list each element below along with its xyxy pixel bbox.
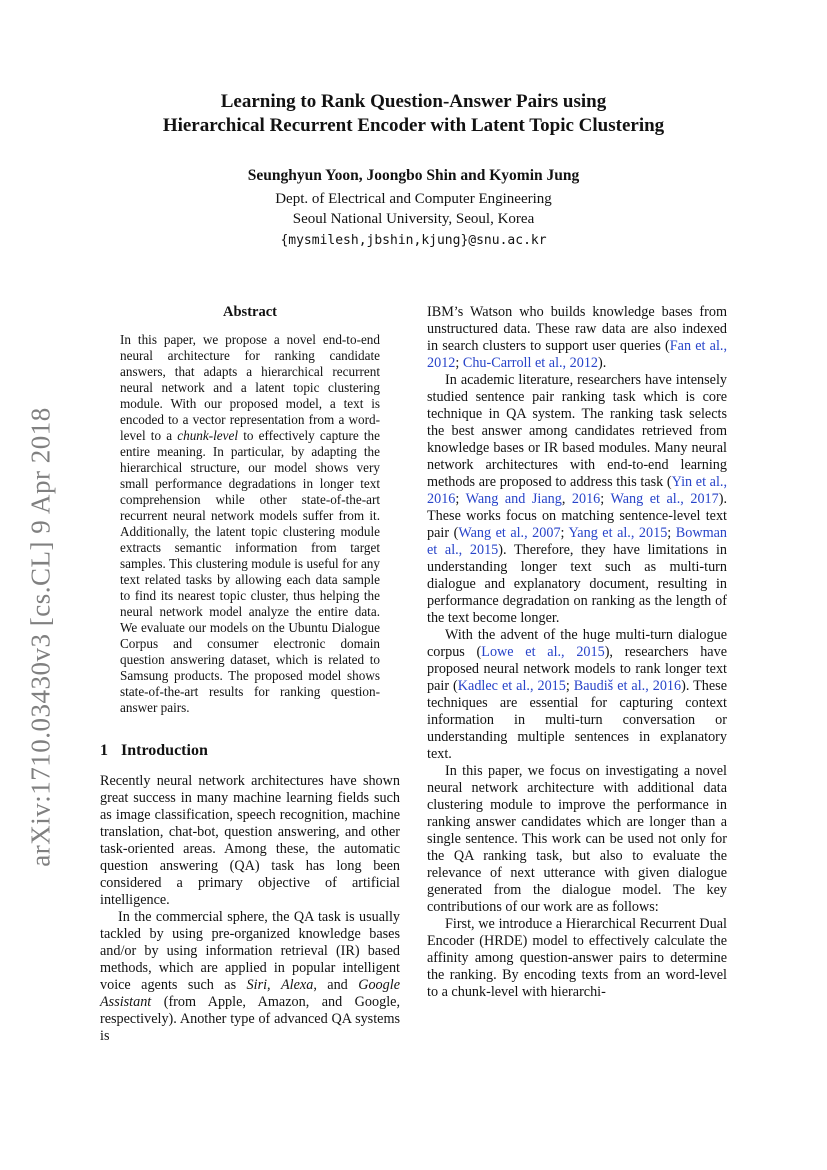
text-run: In the commercial sphere, the QA task is usually tackled by using pre-organized knowledge bases and/or by using information retrieval (IR) based methods, which are applied in popular intelligent voice agents such as	[100, 909, 400, 993]
citation-link[interactable]: Wang et al., 2007	[458, 525, 561, 541]
text-run: First, we introduce a Hierarchical Recurrent Dual Encoder (HRDE) model to effectively calculate the affinity among question-answer pairs to determine the ranking. By encoding texts from an word-level to a chunk-level with hierarchi-	[427, 916, 727, 1000]
section-heading-introduction	[100, 742, 400, 759]
paragraph	[427, 763, 727, 916]
text-run: Recently neural network architectures have shown great success in many machine learning fields such as image classification, speech recognition, machine translation, chat-bot, question answering, and other task-oriented areas. Among these, the automatic question answering (QA) task has long been considered a primary objective of artificial intelligence.	[100, 773, 400, 908]
text-run: ). These techniques are essential for capturing context information in multi-turn conversation or understanding multiple sentences in explanatory text.	[427, 678, 728, 762]
text-run: ;	[667, 525, 676, 541]
citation-link[interactable]: Kadlec et al., 2015	[457, 678, 566, 694]
abstract-heading: Abstract	[223, 304, 277, 320]
italic-text: chunk-level	[177, 428, 239, 443]
two-column-body	[0, 304, 827, 1045]
text-run: ).	[598, 355, 607, 371]
abstract-text	[100, 332, 400, 716]
citation-link[interactable]: Chu-Carroll et al., 2012	[462, 355, 599, 371]
text-run: ,	[561, 491, 572, 507]
text-run: ;	[455, 355, 463, 371]
citation-link[interactable]: Wang and Jiang	[465, 491, 562, 507]
paper-title-line-2: Hierarchical Recurrent Encoder with Latent Topic Clustering	[162, 114, 665, 136]
text-run: ;	[560, 525, 569, 541]
text-run: ,	[267, 977, 282, 993]
text-run: In this paper, we propose a novel end-to-end neural architecture for ranking candidate answers, that adapts a hierarchical recurrent neural network and a latent topic clustering module. With our proposed model, a text is encoded to a vector representation from a word-level to a	[120, 332, 380, 443]
citation-link[interactable]: Fan et al., 2012	[427, 338, 727, 371]
email-line: {mysmilesh,jbshin,kjung}@snu.ac.kr	[280, 233, 547, 248]
citation-link[interactable]: Lowe et al., 2015	[481, 644, 605, 660]
paragraph	[427, 916, 727, 1001]
paragraph	[427, 627, 727, 763]
italic-text: Alexa	[281, 977, 314, 993]
text-run: ;	[565, 678, 574, 694]
text-run: With the advent of the huge multi-turn dialogue corpus (	[427, 627, 727, 660]
arxiv-stamp: arXiv:1710.03430v3 [cs.CL] 9 Apr 2018	[25, 407, 56, 867]
text-run: , and	[313, 977, 359, 993]
affiliation-line-1: Dept. of Electrical and Computer Engineering	[275, 191, 552, 207]
paragraph	[100, 773, 400, 909]
author-line: Seunghyun Yoon, Joongbo Shin and Kyomin Jung	[247, 167, 580, 184]
paragraph	[427, 304, 727, 372]
section-number: 1	[100, 742, 108, 759]
text-run: ). These works focus on matching sentence-level text pair (	[427, 491, 728, 541]
affiliation-block	[0, 190, 827, 229]
citation-link[interactable]: Bowman et al., 2015	[427, 525, 727, 558]
paper-header	[0, 0, 827, 248]
text-run: (from Apple, Amazon, and Google, respectively). Another type of advanced QA systems is	[100, 994, 400, 1044]
text-run: In academic literature, researchers have intensely studied sentence pair ranking task which is core technique in QA system. The ranking task selects the best answer among candidates retrieved from knowledge bases or IR based modules. Many neural network architectures with end-to-end learning methods are proposed to address this task (	[427, 372, 727, 490]
text-run: ). Therefore, they have limitations in understanding longer text such as multi-turn dialogue and explanatory document, resulting in performance degradation on ranking as the length of the text become longer.	[427, 542, 728, 626]
citation-link[interactable]: Wang et al., 2017	[610, 491, 719, 507]
text-run: ), researchers have proposed neural network models to rank longer text pair (	[427, 644, 727, 694]
citation-link[interactable]: 2016	[571, 491, 601, 507]
citation-link[interactable]: Baudiš et al., 2016	[573, 678, 682, 694]
text-run: IBM’s Watson who builds knowledge bases from unstructured data. These raw data are also indexed in search clusters to support user queries (	[427, 304, 727, 354]
citation-link[interactable]: Yang et al., 2015	[568, 525, 668, 541]
section-title: Introduction	[121, 742, 208, 759]
affiliation-line-2: Seoul National University, Seoul, Korea	[292, 210, 535, 227]
italic-text: Google Assistant	[100, 977, 400, 1010]
left-column	[100, 304, 400, 1045]
text-run: to effectively capture the entire meaning. In particular, by adapting the hierarchical structure, our model shows very small performance degradations in longer text comprehension while other state-of-the-art recurrent neural network models suffer from it. Additionally, the latent topic clustering module extracts semantic information from target samples. This clustering module is useful for any text related tasks by allowing each data sample to find its nearest topic cluster, thus helping the neural network model analyze the entire data. We evaluate our models on the Ubuntu Dialogue Corpus and consumer electronic domain question answering dataset, which is related to Samsung products. The proposed model shows state-of-the-art results for ranking question-answer pairs.	[120, 428, 380, 715]
italic-text: Siri	[246, 977, 268, 993]
citation-link[interactable]: Yin et al., 2016	[427, 474, 727, 507]
right-column	[427, 304, 727, 1045]
text-run: ;	[600, 491, 611, 507]
text-run: ;	[455, 491, 466, 507]
paragraph	[100, 909, 400, 1045]
paper-title-line-1: Learning to Rank Question-Answer Pairs using	[220, 91, 607, 112]
text-run: In this paper, we focus on investigating a novel neural network architecture with additional data clustering module to improve the performance in ranking answer candidates which are longer than a single sentence. This work can be used not only for the QA ranking task, but also to evaluate the relevance of next utterance with given dialogue generated from the dialogue model. The key contributions of our work are as follows:	[427, 763, 727, 915]
paragraph	[427, 372, 727, 627]
